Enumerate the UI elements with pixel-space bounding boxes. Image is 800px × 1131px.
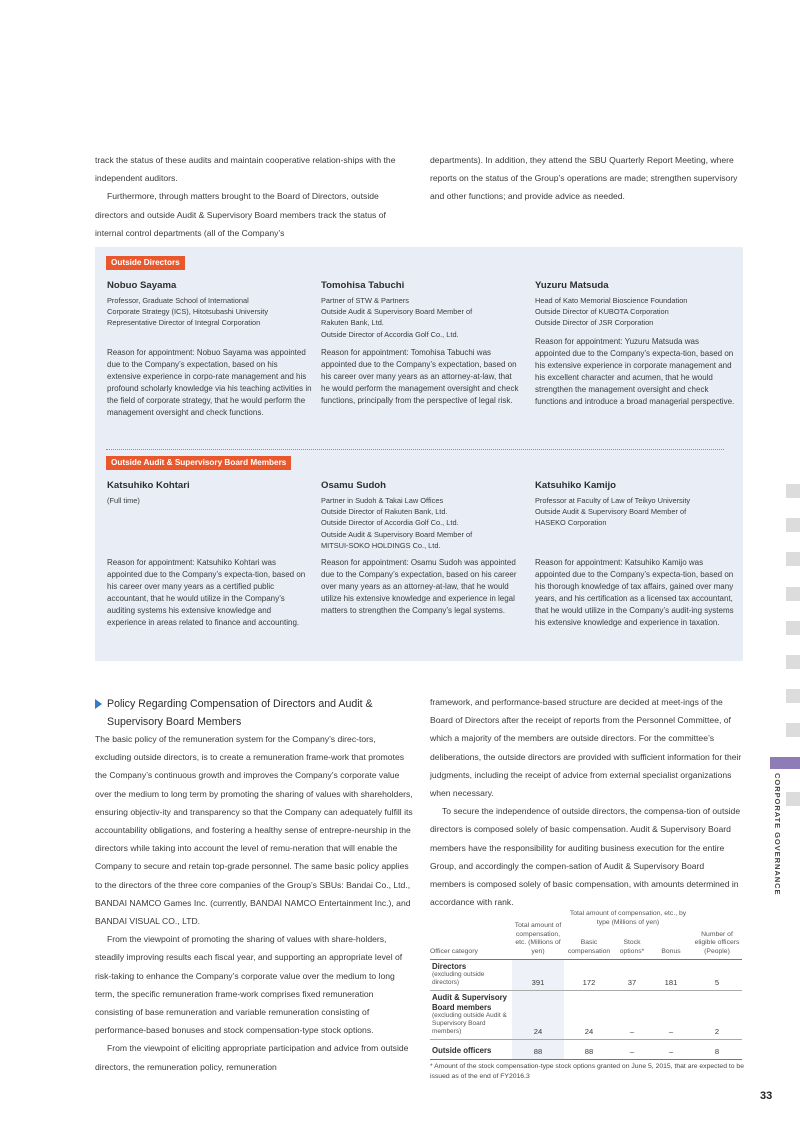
appointment-reason: Reason for appointment: Katsuhiko Kamijo was appointed due to the Company’s expecta-tion, based on his thorough knowledge of tax affairs, gained over many years, and his certification as a licensed tax accountant, that he would utilize in the Company’s audit-ing systems his extensive knowledge and experience in taxation. bbox=[535, 558, 734, 628]
appointment-reason: Reason for appointment: Katsuhiko Kohtari was appointed due to the Company’s expecta-tion, based on his career over many years as a certified public accountant, that he would utilize in the Company’s auditing systems his extensive knowledge and experience in areas related to finance and accounting. bbox=[107, 558, 306, 628]
cell-basic: 172 bbox=[582, 978, 596, 988]
cell-total: 88 bbox=[512, 1040, 564, 1060]
person-titles bbox=[535, 495, 735, 529]
header-by-type: Total amount of compensation, etc., by type (Millions of yen) bbox=[569, 910, 687, 926]
cell-total: 391 bbox=[512, 959, 564, 991]
cell-bonus: – bbox=[668, 1046, 674, 1056]
triangle-arrow-icon bbox=[95, 699, 102, 709]
policy-left-column bbox=[95, 730, 413, 1076]
title-line: Outside Audit & Supervisory Board Member of bbox=[321, 529, 473, 539]
policy-paragraph: The basic policy of the remuneration system for the Company’s direc-tors, excluding outside directors, is to create a remuneration frame-work that promotes the Company’s continuous growth and improves the Company’s corporate value over the medium to long term by promoting the sharing of values with shareholders, ensuring objectiv-ity and transparency so that the Company can adequately fulfill its accountability obligations, and fostering a healthy sense of entrepre-neurship in the directors while taking into account the level of remu-neration that will enable the Company to secure and retain top-grade personnel. The same basic policy applies to the directors of the three core companies of the Group’s SBUs: Bandai Co., Ltd., BANDAI NAMCO Games Inc. (currently, BANDAI NAMCO Entertainment Inc.), and BANDAI VISUAL CO., LTD. bbox=[95, 734, 413, 927]
policy-paragraph: From the viewpoint of eliciting appropriate participation and advice from outside directors, the remuneration policy, remuneration bbox=[95, 1043, 409, 1072]
intro-right-column bbox=[430, 151, 742, 206]
title-line: Professor, Graduate School of International bbox=[107, 296, 249, 305]
index-tab[interactable] bbox=[786, 552, 800, 566]
header-bonus: Bonus bbox=[661, 948, 681, 956]
policy-heading bbox=[95, 696, 415, 731]
title-line: Outside Audit & Supervisory Board Member of bbox=[321, 307, 473, 317]
index-tab[interactable] bbox=[786, 689, 800, 703]
index-tab[interactable] bbox=[786, 655, 800, 669]
director-card bbox=[321, 280, 521, 340]
table-row bbox=[430, 991, 742, 1040]
outside-directors-label: Outside Directors bbox=[106, 256, 185, 270]
cell-stock: – bbox=[629, 1027, 635, 1037]
header-stock: Stock options* bbox=[619, 939, 645, 956]
appointment-reason: Reason for appointment: Nobuo Sayama was appointed due to the Company’s expectation, based on his extensive experience in corpo-rate management and his profound scholarly knowledge via his teaching activities in the field of corporate strategy, that he would perform the management oversight and check functions. bbox=[107, 348, 312, 418]
person-name: Katsuhiko Kohtari bbox=[107, 480, 190, 491]
title-line: Outside Director of Rakuten Bank, Ltd. bbox=[321, 507, 448, 517]
person-titles bbox=[321, 495, 521, 551]
title-line: Corporate Strategy (ICS), Hitotsubashi University bbox=[107, 307, 269, 317]
outside-audit-label: Outside Audit & Supervisory Board Members bbox=[106, 456, 291, 470]
table-footnote: * Amount of the stock compensation-type stock options granted on June 5, 2015, that are expected to be issued as of the end of FY2016.3 bbox=[430, 1063, 744, 1080]
index-tab[interactable] bbox=[786, 518, 800, 532]
row-category bbox=[430, 959, 512, 991]
cell-basic: 88 bbox=[584, 1046, 594, 1056]
intro-left-column bbox=[95, 151, 413, 242]
index-tab[interactable] bbox=[786, 484, 800, 498]
table-row bbox=[430, 1040, 742, 1060]
index-tab[interactable] bbox=[786, 621, 800, 635]
title-line: Outside Director of KUBOTA Corporation bbox=[535, 307, 669, 317]
cell-number: 5 bbox=[714, 978, 720, 988]
auditor-card bbox=[321, 480, 521, 551]
header-category: Officer category bbox=[430, 948, 478, 956]
title-line: Outside Director of JSR Corporation bbox=[535, 318, 654, 328]
person-titles bbox=[535, 295, 735, 329]
person-name: Yuzuru Matsuda bbox=[535, 280, 609, 291]
index-tab-active[interactable] bbox=[770, 757, 800, 769]
auditor-card bbox=[107, 480, 307, 506]
cell-basic: 24 bbox=[584, 1027, 594, 1037]
header-basic: Basic compensation bbox=[567, 939, 611, 956]
policy-paragraph: To secure the independence of outside directors, the compensa-tion of outside directors is composed solely of basic compensation. Audit & Supervisory Board members have the responsibility for auditing business execution for the entire Group, and accordingly the compen-sation of Audit & Supervisory Board members is composed solely of basic compensation, with amounts determined in accordance with rank. bbox=[430, 806, 741, 908]
category-note: (excluding outside Audit & Supervisory Board members) bbox=[432, 1012, 507, 1036]
title-line: Partner in Sudoh & Takai Law Offices bbox=[321, 496, 444, 505]
index-tab[interactable] bbox=[786, 587, 800, 601]
title-line: Professor at Faculty of Law of Teikyo University bbox=[535, 496, 691, 505]
title-line: Representative Director of Integral Corporation bbox=[107, 318, 261, 328]
cell-stock: 37 bbox=[627, 978, 637, 988]
policy-heading-text: Policy Regarding Compensation of Directors and Audit & Supervisory Board Members bbox=[107, 698, 373, 728]
compensation-table bbox=[430, 910, 742, 1060]
cell-number: 2 bbox=[714, 1027, 720, 1037]
header-number: Number of eligible officers (People) bbox=[694, 930, 740, 956]
row-category bbox=[430, 1040, 512, 1060]
title-line: Rakuten Bank, Ltd. bbox=[321, 318, 384, 328]
director-card bbox=[535, 280, 735, 329]
intro-paragraph: track the status of these audits and maintain cooperative relation-ships with the independent auditors. bbox=[95, 155, 396, 184]
page-number: 33 bbox=[760, 1090, 773, 1102]
person-name: Katsuhiko Kamijo bbox=[535, 480, 617, 491]
header-total: Total amount of compensation, etc. (Millions of yen) bbox=[514, 922, 562, 956]
title-line: MITSUI-SOKO HOLDINGS Co., Ltd. bbox=[321, 540, 441, 550]
person-name: Tomohisa Tabuchi bbox=[321, 280, 405, 291]
cell-number: 8 bbox=[714, 1046, 720, 1056]
appointment-reason: Reason for appointment: Tomohisa Tabuchi was appointed due to the Company’s expectation, based on his career over many years as an attorney-at-law, that he would perform the management oversight and check functions, principally from the perspective of legal risk. bbox=[321, 348, 519, 406]
person-titles bbox=[107, 495, 307, 506]
policy-paragraph: framework, and performance-based structure are decided at meet-ings of the Board of Directors after the receipt of reports from the Personnel Committee, of which a majority of the members are outside directors. For the committee’s deliberations, the outside directors are provided with sufficient information for their judgments, including the receipt of advice from external specialist organizations when necessary. bbox=[430, 697, 742, 799]
title-line: HASEKO Corporation bbox=[535, 518, 607, 528]
section-label: CORPORATE GOVERNANCE bbox=[773, 773, 782, 896]
person-name: Nobuo Sayama bbox=[107, 280, 177, 291]
auditor-card bbox=[535, 480, 735, 529]
category-name: Directors bbox=[432, 961, 467, 971]
person-titles bbox=[321, 295, 521, 340]
policy-right-column bbox=[430, 693, 742, 911]
policy-paragraph: From the viewpoint of promoting the sharing of values with share-holders, steadily improving results each fiscal year, and supporting an appropriate level of risk-taking to enhance the Company’s corporate value over the medium to long term, the specific remuneration frame-work comprises fixed remuneration consisting of base remuneration and variable remuneration consisting of performance-based bonuses and stock compensation-type stock options. bbox=[95, 934, 403, 1036]
category-note: (excluding outside directors) bbox=[432, 971, 485, 987]
intro-paragraph: departments). In addition, they attend the SBU Quarterly Report Meeting, where reports on the status of the Group’s operations are made; strengthen supervisory and other functions; and provide advice as needed. bbox=[430, 155, 738, 202]
title-line: Head of Kato Memorial Bioscience Foundation bbox=[535, 296, 688, 305]
appointment-reason: Reason for appointment: Yuzuru Matsuda was appointed due to the Company’s expecta-tion, based on his extensive experience in corporate management and his excellent character and acumen, that he would strengthen the management oversight and check functions and introduce a broad managerial perspective. bbox=[535, 337, 735, 407]
person-titles bbox=[107, 295, 307, 329]
table-row bbox=[430, 959, 742, 991]
category-name: Audit & Supervisory Board members bbox=[432, 993, 507, 1012]
title-line: Outside Director of Accordia Golf Co., Ltd. bbox=[321, 518, 459, 528]
director-card bbox=[107, 280, 307, 329]
title-line: Partner of STW & Partners bbox=[321, 296, 409, 305]
intro-paragraph: Furthermore, through matters brought to the Board of Directors, outside directors and outside Audit & Supervisory Board members track the status of internal control departments (all of the Company’s bbox=[95, 191, 386, 238]
cell-bonus: 181 bbox=[664, 978, 678, 988]
category-name: Outside officers bbox=[432, 1046, 492, 1056]
table-header-row bbox=[430, 910, 742, 929]
row-category bbox=[430, 991, 512, 1040]
cell-bonus: – bbox=[668, 1027, 674, 1037]
person-name: Osamu Sudoh bbox=[321, 480, 387, 491]
appointment-reason: Reason for appointment: Osamu Sudoh was appointed due to the Company’s expectation, based on his career over many years as an attorney-at-law, that he would utilize his extensive knowledge and experience in legal matters to strengthen the Company’s legal systems. bbox=[321, 558, 517, 616]
title-line: Outside Audit & Supervisory Board Member of bbox=[535, 507, 687, 517]
cell-stock: – bbox=[629, 1046, 635, 1056]
cell-total: 24 bbox=[512, 991, 564, 1040]
index-tab[interactable] bbox=[786, 792, 800, 806]
title-line: Outside Director of Accordia Golf Co., Ltd. bbox=[321, 329, 459, 339]
title-line: (Full time) bbox=[107, 496, 140, 505]
section-divider bbox=[106, 449, 724, 450]
index-tab[interactable] bbox=[786, 723, 800, 737]
